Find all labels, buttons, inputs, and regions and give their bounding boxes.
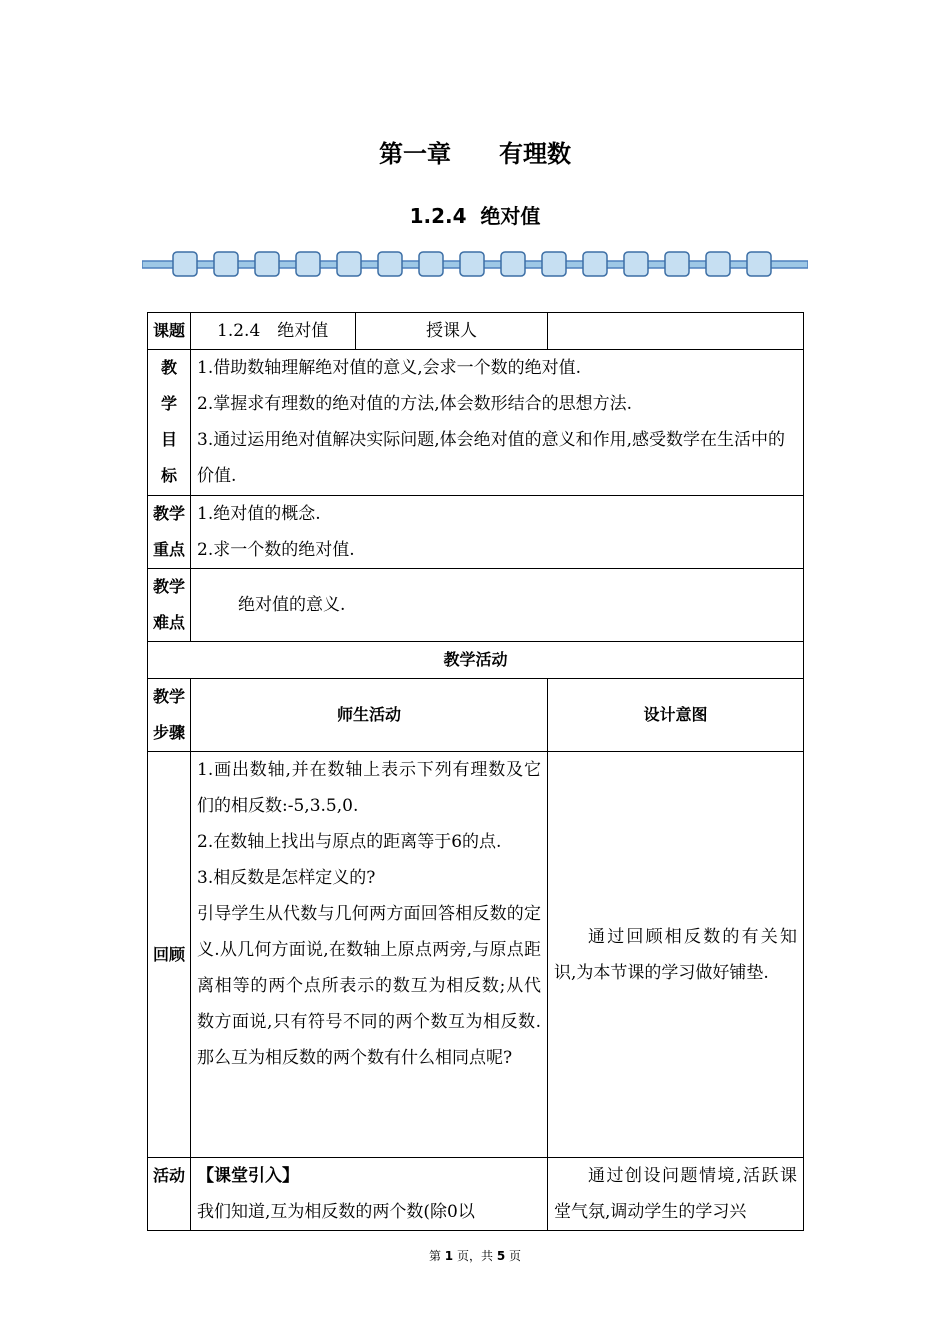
chain-link (542, 252, 566, 276)
current-page-number: 1 (444, 1249, 454, 1263)
topic-label: 课题 (148, 313, 191, 350)
decorative-chain-divider (142, 248, 808, 282)
chain-link (624, 252, 648, 276)
footer-middle: 页，共 (456, 1249, 493, 1263)
difficulties-content: 绝对值的意义. (191, 569, 804, 642)
key-point-item: 2.求一个数的绝对值. (197, 540, 355, 560)
teacher-label: 授课人 (356, 313, 548, 350)
difficulties-label: 教学 难点 (148, 569, 191, 642)
chain-link (460, 252, 484, 276)
chain-link (296, 252, 320, 276)
review-line: 3.相反数是怎样定义的? (197, 868, 376, 888)
objective-item: 2.掌握求有理数的绝对值的方法,体会数形结合的思想方法. (197, 394, 633, 414)
activities-header: 教学活动 (148, 642, 804, 679)
page-footer (0, 1247, 950, 1264)
review-intent: 通过回顾相反数的有关知识,为本节课的学习做好铺垫. (548, 752, 804, 1158)
footer-suffix: 页 (509, 1249, 522, 1263)
objective-item: 1.借助数轴理解绝对值的意义,会求一个数的绝对值. (197, 358, 582, 378)
activity-column-header: 师生活动 (191, 679, 548, 752)
topic-value: 1.2.4 绝对值 (191, 313, 356, 350)
lesson-plan-table (147, 312, 804, 1231)
key-points-content (191, 496, 804, 569)
review-line: 2.在数轴上找出与原点的距离等于6的点. (197, 832, 502, 852)
chain-link (501, 252, 525, 276)
total-pages-number: 5 (496, 1249, 506, 1263)
footer-prefix: 第 (428, 1249, 441, 1263)
review-line: 引导学生从代数与几何两方面回答相反数的定义.从几何方面说,在数轴上原点两旁,与原点距离相等的两个点所表示的数互为相反数;从代数方面说,只有符号不同的两个数互为相反数.那么互为相反数的两个数有什么相同点呢? (197, 904, 541, 1068)
objective-item: 3.通过运用绝对值解决实际问题,体会绝对值的意义和作用,感受数学在生活中的价值. (197, 430, 786, 486)
section-title: 1.2.4 绝对值 (409, 204, 541, 228)
review-label: 回顾 (148, 752, 191, 1158)
intent-column-header: 设计意图 (548, 679, 804, 752)
activity-label: 活动 (148, 1158, 191, 1231)
review-content (191, 752, 548, 1158)
key-points-label: 教学 重点 (148, 496, 191, 569)
key-point-item: 1.绝对值的概念. (197, 504, 321, 524)
teacher-value (548, 313, 804, 350)
chain-link (665, 252, 689, 276)
chain-link (214, 252, 238, 276)
review-line: 1.画出数轴,并在数轴上表示下列有理数及它们的相反数:-5,3.5,0. (197, 760, 541, 816)
chain-link (255, 252, 279, 276)
chain-link (419, 252, 443, 276)
objectives-content (191, 350, 804, 496)
chain-link (378, 252, 402, 276)
chapter-title: 第一章 有理数 (379, 140, 571, 168)
chain-link (583, 252, 607, 276)
chain-link (173, 252, 197, 276)
activity-content (191, 1158, 548, 1231)
chain-link (706, 252, 730, 276)
objectives-label: 教 学 目 标 (148, 350, 191, 496)
chain-link (747, 252, 771, 276)
activity-intent: 通过创设问题情境,活跃课堂气氛,调动学生的学习兴 (548, 1158, 804, 1231)
activity-text: 我们知道,互为相反数的两个数(除0以 (197, 1202, 475, 1222)
steps-label: 教学 步骤 (148, 679, 191, 752)
activity-heading: 【课堂引入】 (197, 1166, 299, 1186)
chain-link (337, 252, 361, 276)
